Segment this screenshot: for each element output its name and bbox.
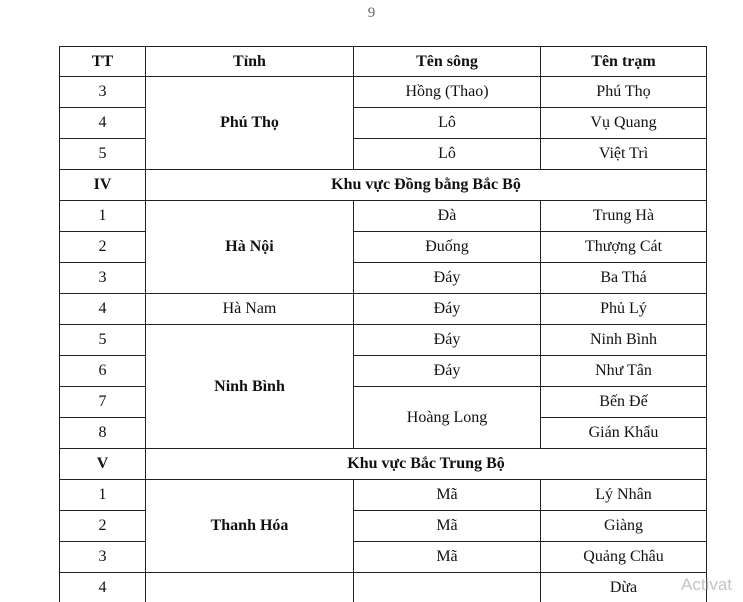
table-row	[60, 480, 707, 511]
river-cell: Lô	[354, 139, 541, 170]
tt-cell: 1	[60, 480, 146, 511]
river-cell: Mã	[354, 542, 541, 573]
station-cell: Lý Nhân	[541, 480, 707, 511]
river-cell: Đáy	[354, 325, 541, 356]
tt-cell: 2	[60, 511, 146, 542]
column-header-river: Tên sông	[354, 47, 541, 77]
river-cell: Mã	[354, 480, 541, 511]
tt-cell: 3	[60, 77, 146, 108]
station-cell: Dừa	[541, 573, 707, 602]
tt-cell: 5	[60, 139, 146, 170]
river-cell	[354, 573, 541, 602]
province-cell: Hà Nam	[146, 294, 354, 325]
river-cell: Đáy	[354, 263, 541, 294]
river-cell: Đáy	[354, 356, 541, 387]
activation-watermark: Activat	[681, 575, 733, 594]
region-numeral: IV	[60, 170, 146, 201]
table-row	[60, 294, 707, 325]
page-number: 9	[367, 5, 376, 21]
province-cell: Ninh Bình	[146, 325, 354, 449]
station-cell: Gián Khẩu	[541, 418, 707, 449]
region-title: Khu vực Bắc Trung Bộ	[146, 449, 707, 480]
station-cell: Vụ Quang	[541, 108, 707, 139]
river-cell: Đáy	[354, 294, 541, 325]
column-header-tt: TT	[60, 47, 146, 77]
region-numeral: V	[60, 449, 146, 480]
river-cell: Mã	[354, 511, 541, 542]
river-cell: Đà	[354, 201, 541, 232]
tt-cell: 3	[60, 542, 146, 573]
region-title: Khu vực Đồng bằng Bắc Bộ	[146, 170, 707, 201]
station-cell: Phú Thọ	[541, 77, 707, 108]
region-row	[60, 449, 707, 480]
table-row	[60, 77, 707, 108]
tt-cell: 4	[60, 294, 146, 325]
tt-cell: 1	[60, 201, 146, 232]
tt-cell: 3	[60, 263, 146, 294]
station-cell: Ninh Bình	[541, 325, 707, 356]
tt-cell: 8	[60, 418, 146, 449]
station-cell: Ba Thá	[541, 263, 707, 294]
station-cell: Quảng Châu	[541, 542, 707, 573]
region-row	[60, 170, 707, 201]
river-cell: Lô	[354, 108, 541, 139]
station-cell: Bến Đế	[541, 387, 707, 418]
river-cell: Hồng (Thao)	[354, 77, 541, 108]
table-row	[60, 325, 707, 356]
tt-cell: 2	[60, 232, 146, 263]
column-header-province: Tỉnh	[146, 47, 354, 77]
province-cell	[146, 573, 354, 602]
tt-cell: 6	[60, 356, 146, 387]
column-header-station: Tên trạm	[541, 47, 707, 77]
table-row	[60, 573, 707, 602]
province-cell: Phú Thọ	[146, 77, 354, 170]
province-cell: Hà Nội	[146, 201, 354, 294]
tt-cell: 7	[60, 387, 146, 418]
station-cell: Việt Trì	[541, 139, 707, 170]
tt-cell: 4	[60, 108, 146, 139]
river-cell: Hoàng Long	[354, 387, 541, 449]
table-row	[60, 201, 707, 232]
tt-cell: 4	[60, 573, 146, 602]
station-cell: Thượng Cát	[541, 232, 707, 263]
station-cell: Trung Hà	[541, 201, 707, 232]
station-cell: Như Tân	[541, 356, 707, 387]
province-cell: Thanh Hóa	[146, 480, 354, 573]
hydrological-stations-table	[59, 46, 707, 602]
river-cell: Đuống	[354, 232, 541, 263]
station-cell: Phủ Lý	[541, 294, 707, 325]
tt-cell: 5	[60, 325, 146, 356]
table-header-row	[60, 47, 707, 77]
station-cell: Giàng	[541, 511, 707, 542]
